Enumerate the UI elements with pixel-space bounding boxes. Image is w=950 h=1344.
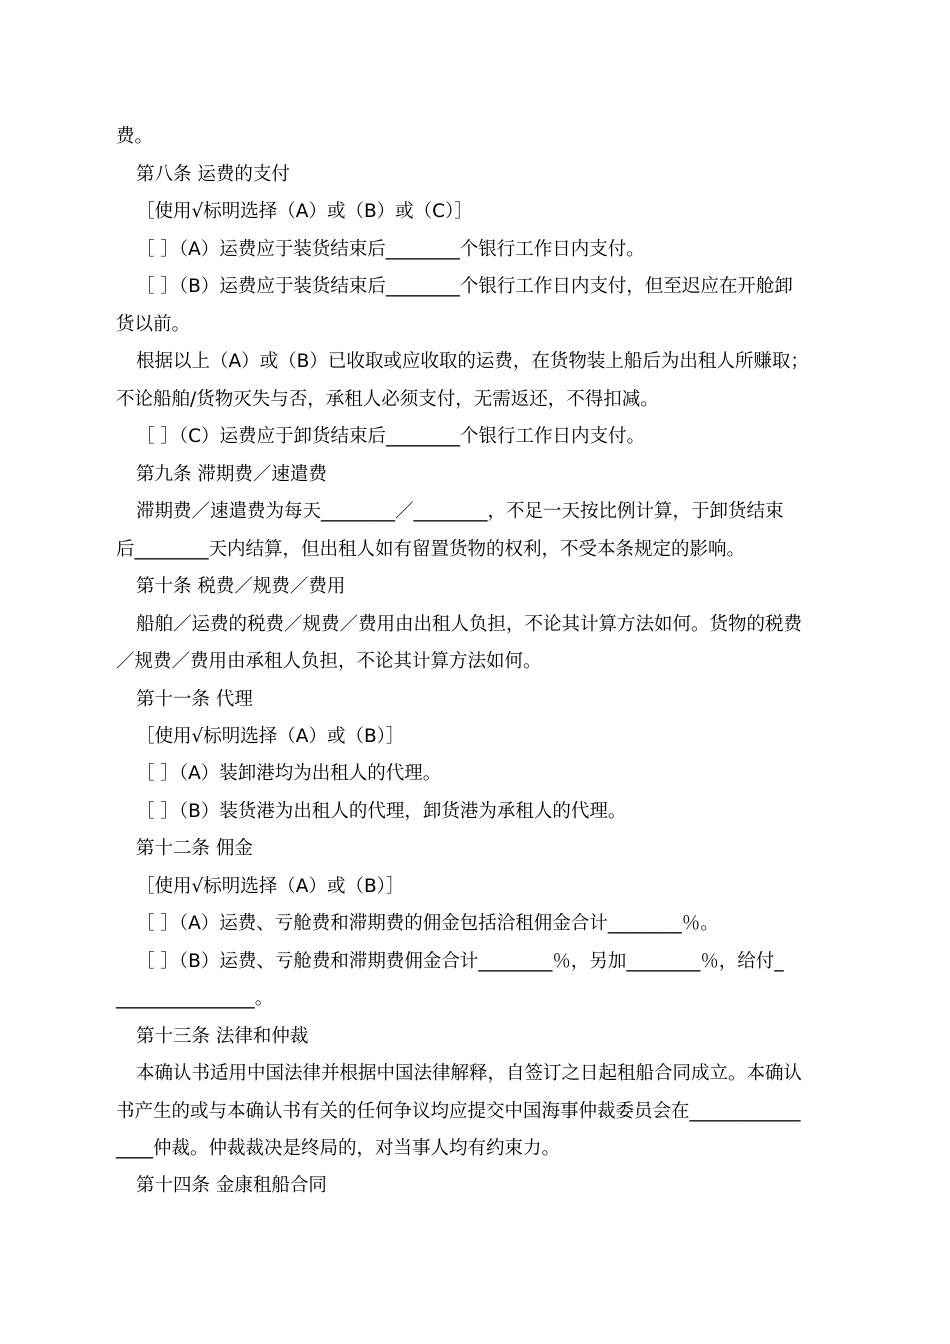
section-heading: 第十二条 佣金 — [136, 838, 253, 859]
text-line: 本确认书适用中国法律并根据中国法律解释，自签订之日起租船合同成立。本确认 — [136, 1063, 803, 1084]
section-heading: 第十条 税费／规费／费用 — [136, 576, 346, 597]
text-line: 不论船舶/货物灭失与否，承租人必须支付，无需返还，不得扣减。 — [116, 389, 659, 410]
section-heading: 第九条 滞期费／速遣费 — [136, 464, 327, 485]
text-line: ／规费／费用由承租人负担，不论其计算方法如何。 — [116, 651, 542, 672]
text-line: 货以前。 — [116, 314, 191, 335]
option-line: ［ ］（A）运费、亏舱费和滞期费的佣金包括洽租佣金合计________％。 — [136, 913, 719, 934]
section-heading: 第八条 运费的支付 — [136, 164, 290, 185]
option-line: ［ ］（B）装货港为出租人的代理，卸货港为承租人的代理。 — [136, 801, 627, 822]
text-line: ____仲裁。仲裁裁决是终局的，对当事人均有约束力。 — [116, 1138, 561, 1159]
text-line: ［使用√标明选择（A）或（B）或（C）］ — [136, 201, 473, 222]
section-heading: 第十三条 法律和仲裁 — [136, 1026, 309, 1047]
option-line: ［ ］（B）运费、亏舱费和滞期费佣金合计________％，另加________％，给付_ — [136, 951, 784, 972]
section-heading: 第十一条 代理 — [136, 689, 253, 710]
option-line: ［ ］（C）运费应于卸货结束后________个银行工作日内支付。 — [136, 426, 646, 447]
option-line: ［ ］（A）装卸港均为出租人的代理。 — [136, 763, 442, 784]
text-line: 书产生的或与本确认书有关的任何争议均应提交中国海事仲裁委员会在____________ — [116, 1101, 801, 1122]
text-line: ［使用√标明选择（A）或（B）］ — [136, 876, 405, 897]
text-line: 根据以上（A）或（B）已收取或应收取的运费，在货物装上船后为出租人所赚取； — [136, 351, 809, 372]
text-line: _______________。 — [116, 988, 274, 1009]
text-line: 滞期费／速遣费为每天________／________，不足一天按比例计算，于卸货结束 — [136, 501, 784, 522]
text-line: 船舶／运费的税费／规费／费用由出租人负担，不论其计算方法如何。货物的税费 — [136, 614, 803, 635]
text-line: ［使用√标明选择（A）或（B）］ — [136, 726, 405, 747]
text-line: 后________天内结算，但出租人如有留置货物的权利，不受本条规定的影响。 — [116, 539, 746, 560]
text-line: 费。 — [116, 126, 154, 147]
section-heading: 第十四条 金康租船合同 — [136, 1175, 327, 1196]
option-line: ［ ］（B）运费应于装货结束后________个银行工作日内支付，但至迟应在开舱卸 — [136, 276, 793, 297]
option-line: ［ ］（A）运费应于装货结束后________个银行工作日内支付。 — [136, 239, 645, 260]
